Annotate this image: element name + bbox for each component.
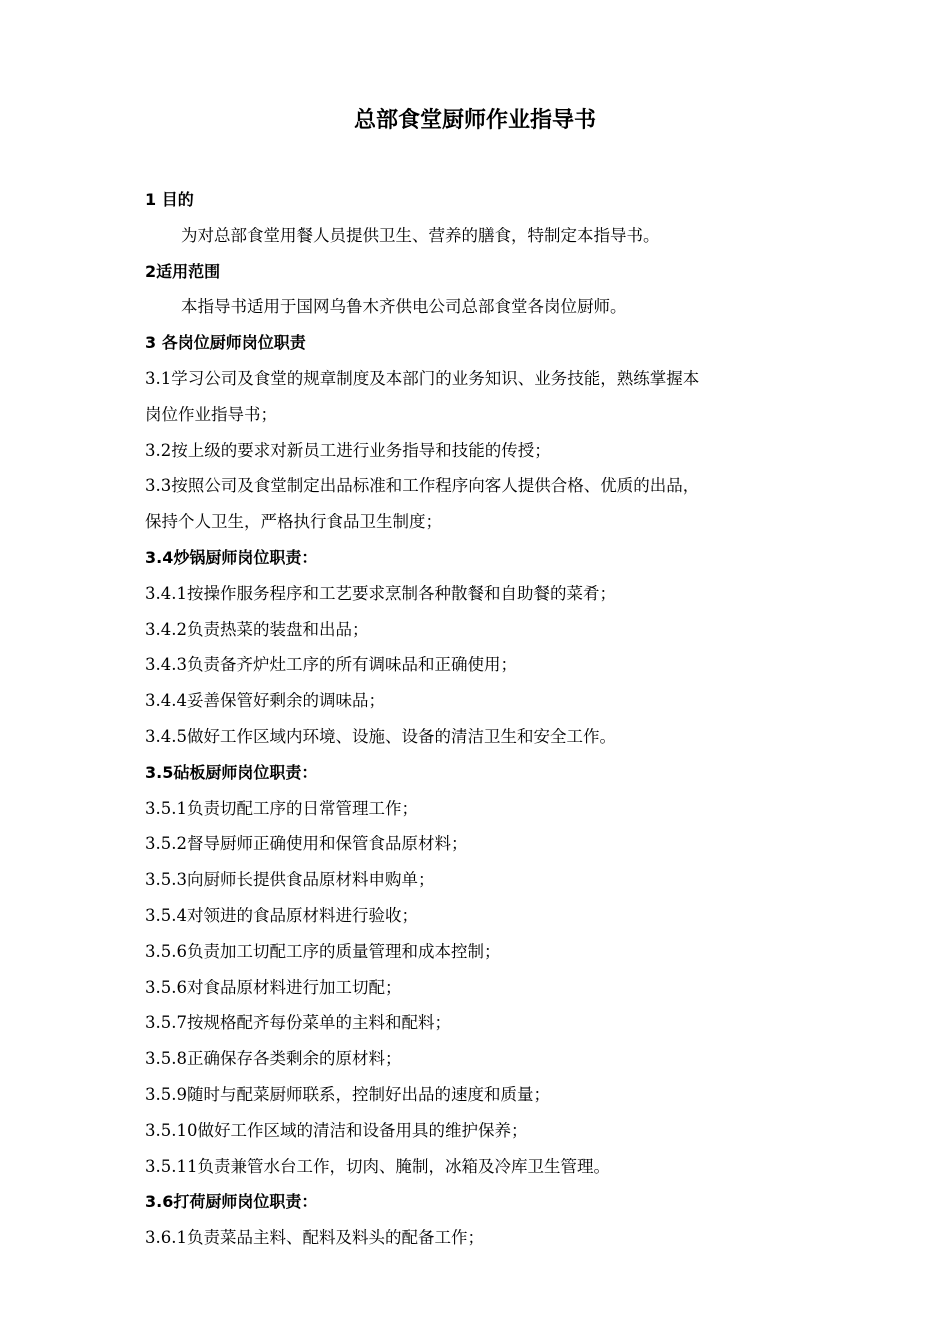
section-heading: 3.4炒锅厨师岗位职责：	[145, 547, 318, 567]
paragraph-line: 3.5.9随时与配菜厨师联系，控制好出品的速度和质量；	[145, 1084, 550, 1104]
section-heading: 1 目的	[145, 190, 194, 209]
document-title: 总部食堂厨师作业指导书	[353, 108, 596, 133]
paragraph-line: 3.4.3负责备齐炉灶工序的所有调味品和正确使用；	[145, 655, 517, 675]
paragraph-line: 3.4.4妥善保管好剩余的调味品；	[145, 691, 385, 711]
paragraph-line: 3.5.4对领进的食品原材料进行验收；	[145, 905, 418, 925]
section-heading: 3.5砧板厨师岗位职责：	[145, 762, 318, 782]
paragraph-line: 3.5.2督导厨师正确使用和保管食品原材料；	[145, 834, 468, 854]
paragraph-line: 岗位作业指导书；	[145, 404, 277, 424]
section-heading: 2适用范围	[145, 261, 221, 281]
paragraph-line: 本指导书适用于国网乌鲁木齐供电公司总部食堂各岗位厨师。	[181, 297, 627, 317]
paragraph-line: 3.5.10做好工作区域的清洁和设备用具的维护保养；	[145, 1120, 528, 1140]
paragraph-line: 3.4.5做好工作区域内环境、设施、设备的清洁卫生和安全工作。	[145, 726, 616, 746]
paragraph-line: 3.5.11负责兼管水台工作，切肉、腌制，冰箱及冷库卫生管理。	[145, 1156, 610, 1176]
section-heading: 3.6打荷厨师岗位职责：	[145, 1192, 318, 1212]
paragraph-line: 保持个人卫生，严格执行食品卫生制度；	[145, 512, 442, 532]
paragraph-line: 3.4.1按操作服务程序和工艺要求烹制各种散餐和自助餐的菜肴；	[145, 583, 616, 603]
paragraph-line: 3.6.1负责菜品主料、配料及料头的配备工作；	[145, 1228, 484, 1248]
paragraph-line: 3.5.7按规格配齐每份菜单的主料和配料；	[145, 1013, 451, 1033]
paragraph-line: 3.3按照公司及食堂制定出品标准和工作程序向客人提供合格、优质的出品，	[145, 476, 700, 496]
paragraph-line: 3.1学习公司及食堂的规章制度及本部门的业务知识、业务技能，熟练掌握本	[145, 368, 700, 388]
paragraph-line: 3.5.1负责切配工序的日常管理工作；	[145, 798, 418, 818]
section-heading: 3 各岗位厨师岗位职责	[145, 333, 306, 353]
paragraph-line: 3.5.6负责加工切配工序的质量管理和成本控制；	[145, 941, 501, 961]
paragraph-line: 3.5.6对食品原材料进行加工切配；	[145, 977, 402, 997]
paragraph-line: 3.4.2负责热菜的装盘和出品；	[145, 619, 369, 639]
paragraph-line: 3.5.3向厨师长提供食品原材料申购单；	[145, 870, 435, 890]
paragraph-line: 3.5.8正确保存各类剩余的原材料；	[145, 1049, 402, 1069]
paragraph-line: 3.2按上级的要求对新员工进行业务指导和技能的传授；	[145, 440, 551, 460]
paragraph-line: 为对总部食堂用餐人员提供卫生、营养的膳食，特制定本指导书。	[181, 225, 660, 245]
document-body	[145, 182, 810, 1256]
